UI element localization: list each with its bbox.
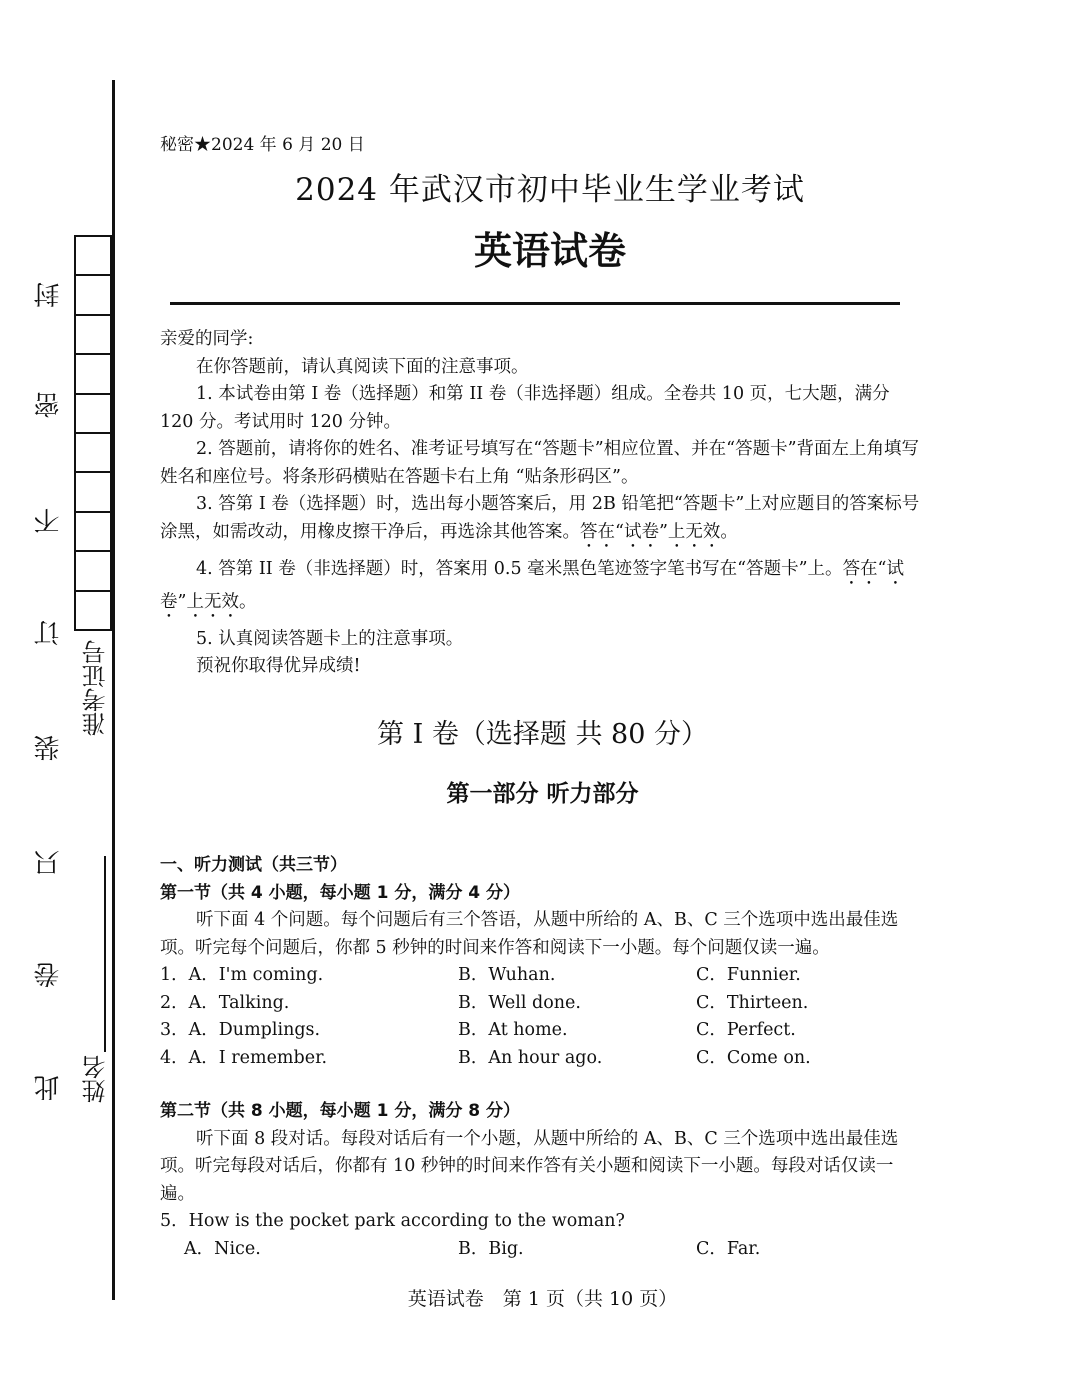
page-footer: 英语试卷 第 1 页（共 10 页） [407, 1288, 678, 1310]
option-b: B．Wuhan. [458, 965, 556, 985]
option-a: 1．A．I'm coming. [160, 965, 324, 985]
question-row [160, 962, 925, 990]
name-field-line[interactable] [104, 856, 106, 1052]
binding-char-zhuang: 装 [34, 735, 64, 761]
name-label: 姓名 [82, 1055, 110, 1103]
notice-block [160, 326, 925, 681]
binding-char-mi: 密 [34, 392, 64, 418]
listening-heading: 一、听力测试（共三节） [160, 855, 347, 875]
binding-char-bu: 不 [34, 508, 64, 534]
option-a: 3．A．Dumplings. [160, 1020, 321, 1040]
listening-section-2 [160, 1098, 925, 1263]
notice-item-2: 2. 答题前，请将你的姓名、准考证号填写在“答题卡”相应位置、并在“答题卡”背面左上角填写姓名和座位号。将条形码横贴在答题卡右上角 “贴条形码区”。 [160, 439, 920, 487]
option-c: C．Funnier. [696, 965, 801, 985]
exam-id-boxes[interactable] [74, 235, 112, 631]
exam-id-label: 准考证号 [82, 640, 110, 736]
subject-title: 英语试卷 [473, 229, 626, 273]
sec2-heading: 第二节（共 8 小题，每小题 1 分，满分 8 分） [160, 1101, 520, 1121]
title-rule [170, 302, 900, 305]
secret-date-line: 秘密★2024 年 6 月 20 日 [160, 135, 365, 155]
sec1-heading: 第一节（共 4 小题，每小题 1 分，满分 4 分） [160, 882, 520, 903]
option-c: C．Thirteen. [696, 992, 809, 1013]
section-title: 第一部分 听力部分 [446, 781, 639, 807]
option-c: C．Come on. [696, 1047, 811, 1068]
question-row [160, 1045, 925, 1073]
question-row [160, 1017, 925, 1045]
binding-char-juan: 卷 [34, 962, 64, 988]
option-a: 2．A．Talking. [160, 992, 290, 1013]
option-b: B．Big. [458, 1238, 524, 1259]
listening-section-1 [160, 852, 925, 1072]
sec1-instructions: 听下面 4 个问题。每个问题后有三个答语，从题中所给的 A、B、C 三个选项中选出最佳选项。听完每个问题后，你都 5 秒钟的时间来作答和阅读下一小题。每个问题仅读一遍。 [160, 910, 899, 958]
part-title: 第 I 卷（选择题 共 80 分） [377, 719, 708, 750]
option-a: A．Nice. [184, 1238, 261, 1259]
binding-char-zhi: 只 [34, 850, 64, 876]
option-c: C．Far. [696, 1238, 761, 1259]
binding-char-ci: 此 [34, 1075, 64, 1101]
option-a: 4．A．I remember. [160, 1047, 328, 1068]
notice-item-5: 5. 认真阅读答题卡上的注意事项。 [196, 628, 464, 649]
notice-item-1: 1. 本试卷由第 I 卷（选择题）和第 II 卷（非选择题）组成。全卷共 10 页，七大题，满分 120 分。考试用时 120 分钟。 [160, 384, 890, 432]
binding-char-ding: 订 [34, 620, 64, 646]
option-b: B．An hour ago. [458, 1047, 603, 1068]
question-5-stem: 5．How is the pocket park according to the woman? [160, 1211, 625, 1231]
notice-item-4: 4. 答第 II 卷（非选择题）时，答案用 0.5 毫米黑色笔迹签字笔书写在“答题卡”上。答在“试卷”上无效。 [160, 558, 905, 612]
question-row [160, 990, 925, 1018]
notice-wish: 预祝你取得优异成绩! [196, 656, 361, 676]
question-5-options [160, 1236, 925, 1264]
option-b: B．Well done. [458, 992, 581, 1013]
notice-item-3: 3. 答第 I 卷（选择题）时，选出每小题答案后，用 2B 铅笔把“答题卡”上对应题目的答案标号涂黑，如需改动，用橡皮擦干净后，再选涂其他答案。答在“试卷”上无效。 [160, 494, 920, 542]
exam-title: 2024 年武汉市初中毕业生学业考试 [295, 172, 805, 208]
option-b: B．At home. [458, 1020, 568, 1040]
notice-intro: 在你答题前，请认真阅读下面的注意事项。 [196, 356, 529, 377]
binding-char-feng: 封 [34, 282, 64, 308]
sec2-instructions: 听下面 8 段对话。每段对话后有一个小题，从题中所给的 A、B、C 三个选项中选出最佳选项。听完每段对话后，你都有 10 秒钟的时间来作答有关小题和阅读下一小题。每段对话仅读一遍。 [160, 1128, 899, 1204]
option-c: C．Perfect. [696, 1020, 796, 1040]
notice-greeting: 亲爱的同学: [160, 329, 254, 349]
